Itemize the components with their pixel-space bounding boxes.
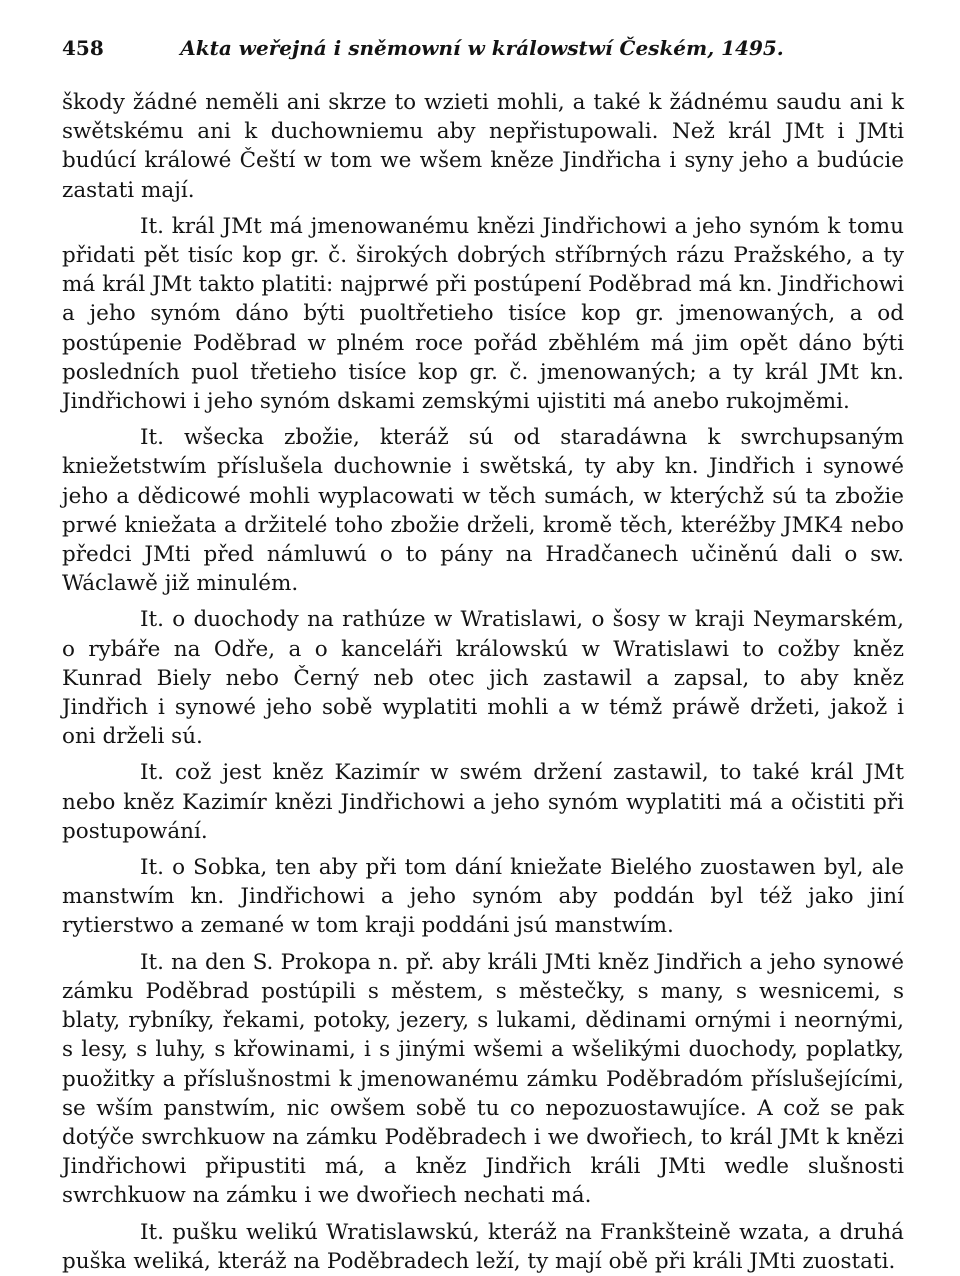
- paragraph: It. na den S. Prokopa n. př. aby králi JMti kněz Jindřich a jeho synowé zámku Poděbrad postúpili s městem, s městečky, s many, s wesnicemi, s blaty, rybníky, řekami, potoky, jezery, s lukami, dědinami ornými i neornými, s lesy, s luhy, s křowinami, i s jinými wšemi a wšelikými duochody, poplatky, puožitky a příslušnostmi k jmenowanému zámku Poděbradóm příslušejícími, se wším panstwím, nic owšem sobě tu co nepozuostawujíce. A což se pak dotýče swrchkuow na zámku Poděbradech i we dwořiech, to král JMt k knězi Jindřichowi připustiti má, a kněz Jindřich králi JMti wedle slušnosti swrchkuow na zámku i we dwořiech nechati má.: [62, 949, 904, 1209]
- paragraph: škody žádné neměli ani skrze to wzieti mohli, a také k žádnému saudu ani k swětskému ani k duchowniemu aby nepřistupowali. Než král JMt i JMti budúcí králowé Čeští w tom we wšem kněze Jindřicha i syny jeho a budúcie zastati mají.: [62, 90, 904, 203]
- paragraph: It. což jest kněz Kazimír w swém držení zastawil, to také král JMt nebo kněz Kazimír knězi Jindřichowi a jeho synóm wyplatiti má a očistiti při postupowání.: [62, 760, 904, 844]
- page-header: [62, 36, 902, 66]
- paragraph: It. wšecka zbožie, kteráž sú od staradáwna k swrchupsaným kniežetstwím příslušela duchownie i swětská, ty aby kn. Jindřich i synowé jeho a dědicowé mohli wyplacowati w těch sumách, w kterýchž sú ta zbožie prwé kniežata a držitelé toho zbožie drželi, kromě těch, kteréžby JMK4 nebo předci JMti před námluwú o to pány na Hradčanech učiněnú dali o sw. Wáclawě již minulém.: [62, 425, 904, 597]
- page-number: 458: [62, 36, 104, 60]
- paragraph: It. král JMt má jmenowanému knězi Jindřichowi a jeho synóm k tomu přidati pět tisíc kop gr. č. širokých dobrých stříbrných rázu Pražského, a ty má král JMt takto platiti: najprwé při postúpení Poděbrad má kn. Jindřichowi a jeho synóm dáno býti puoltřetieho tisíce kop gr. jmenowaných, a od postúpenie Poděbrad w plném roce pořád zběhlém má jim opět dáno býti posledních puol třetieho tisíce kop gr. č. jmenowaných; a ty král JMt kn. Jindřichowi i jeho synóm dskami zemskými ujistiti má anebo rukojměmi.: [62, 213, 904, 415]
- document-body: [62, 88, 904, 1276]
- running-title: Akta weřejná i sněmowní w králowstwí Českém, 1495.: [180, 36, 784, 60]
- paragraph: It. o duochody na rathúze w Wratislawi, o šosy w kraji Neymarském, o rybáře na Odře, a o kanceláři králowskú w Wratislawi to cožby kněz Kunrad Biely nebo Černý neb otec jich zastawil a zapsal, to aby kněz Jindřich i synowé jeho sobě wyplatiti mohli a w témž práwě držeti, jakož i oni drželi sú.: [62, 607, 904, 750]
- paragraph: It. pušku welikú Wratislawskú, kteráž na Frankšteině wzata, a druhá puška weliká, kteráž na Poděbradech leží, ty mají obě při králi JMti zuostati.: [62, 1219, 904, 1274]
- paragraph: It. o Sobka, ten aby při tom dání kniežate Bielého zuostawen byl, ale manstwím kn. Jindřichowi a jeho synóm aby poddán byl též jako jiní rytierstwo a zemané w tom kraji poddáni jsú manstwím.: [62, 855, 904, 939]
